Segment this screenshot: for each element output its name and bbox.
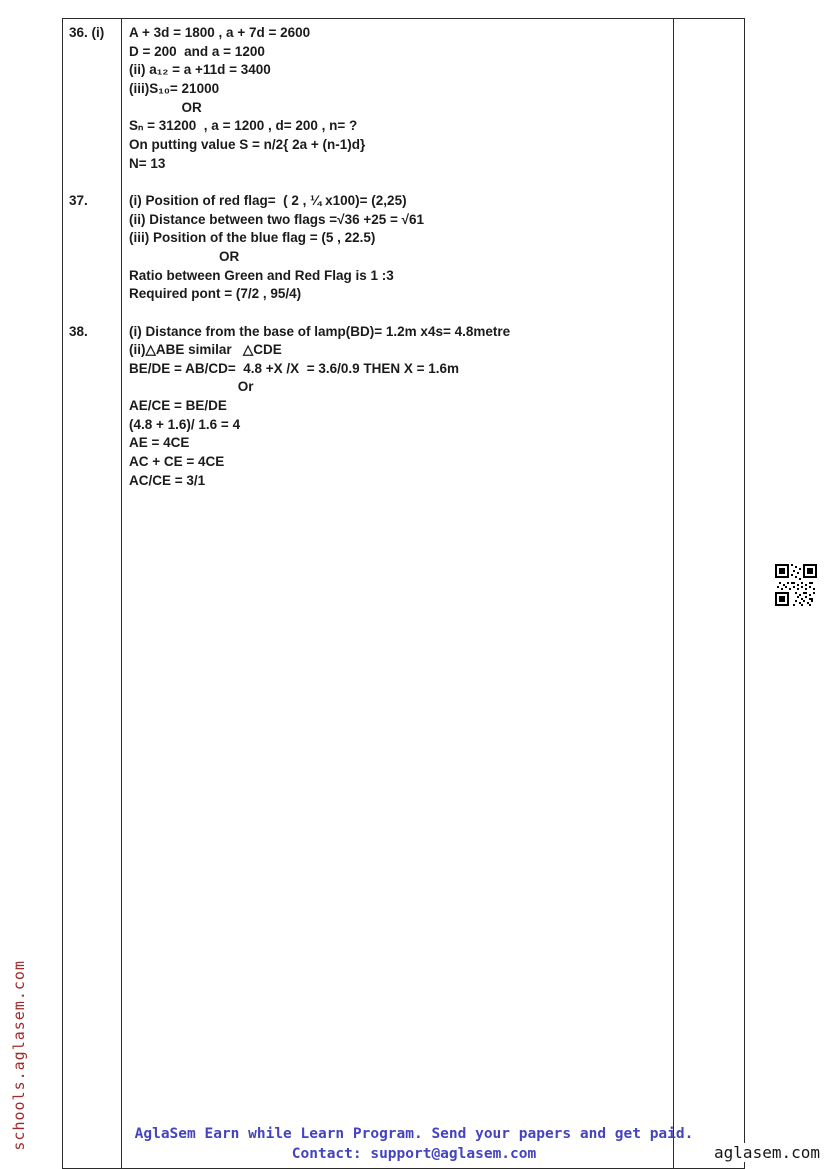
answer-line: Ratio between Green and Red Flag is 1 :3 — [129, 267, 394, 283]
answer-line: AE/CE = BE/DE — [129, 398, 227, 414]
answer-line: N= 13 — [129, 155, 166, 171]
question-number: 36. (i) — [69, 25, 105, 40]
answer-lines — [121, 323, 744, 491]
answer-line: (ii) a₁₂ = a +11d = 3400 — [129, 62, 271, 78]
answer-line: OR — [129, 248, 240, 264]
answer-line: A + 3d = 1800 , a + 7d = 2600 — [129, 25, 311, 40]
answer-line: (i) Distance from the base of lamp(BD)= 1.2m x4s= 4.8metre — [129, 323, 511, 339]
side-watermark: schools.aglasem.com — [10, 960, 28, 1151]
answer-line: Or — [129, 379, 254, 395]
answer-line: Sₙ = 31200 , a = 1200 , d= 200 , n= ? — [129, 118, 358, 134]
footer-contact-text: Contact: support@aglasem.com — [291, 1146, 537, 1162]
answer-row-37 — [63, 192, 744, 304]
answer-line: (iii) Position of the blue flag = (5 , 22.5) — [129, 230, 376, 246]
footer-program-text: AglaSem Earn while Learn Program. Send your papers and get paid. — [134, 1126, 694, 1142]
answer-row-38 — [63, 323, 744, 491]
answer-line: On putting value S = n/2{ 2a + (n-1)d} — [129, 136, 366, 152]
answer-line: BE/DE = AB/CD= 4.8 +X /X = 3.6/0.9 THEN X = 1.6m — [129, 360, 460, 376]
question-number: 38. — [69, 323, 88, 339]
question-number: 37. — [69, 192, 88, 208]
answer-line: AE = 4CE — [129, 435, 190, 451]
footer-brand: aglasem.com — [710, 1143, 820, 1162]
answer-line: (i) Position of red flag= ( 2 , ¼ x100)= (2,25) — [129, 192, 407, 208]
answer-line: (ii) Distance between two flags =√36 +25 = √61 — [129, 211, 425, 227]
answer-line: (4.8 + 1.6)/ 1.6 = 4 — [129, 416, 241, 432]
answer-line: AC + CE = 4CE — [129, 454, 225, 470]
answer-table — [62, 18, 745, 1169]
answer-line: D = 200 and a = 1200 — [129, 43, 265, 59]
answer-line: Required pont = (7/2 , 95/4) — [129, 286, 302, 302]
answer-table-content — [63, 19, 744, 1168]
answer-line: (iii)S₁₀= 21000 — [129, 80, 220, 96]
answer-lines — [121, 24, 744, 173]
answer-line: (ii)△ABE similar △CDE — [129, 342, 282, 358]
answer-line: OR — [129, 99, 202, 115]
answer-row-36 — [63, 24, 744, 173]
answer-lines — [121, 192, 744, 304]
answer-line: AC/CE = 3/1 — [129, 472, 206, 488]
qr-code-icon — [775, 563, 817, 607]
